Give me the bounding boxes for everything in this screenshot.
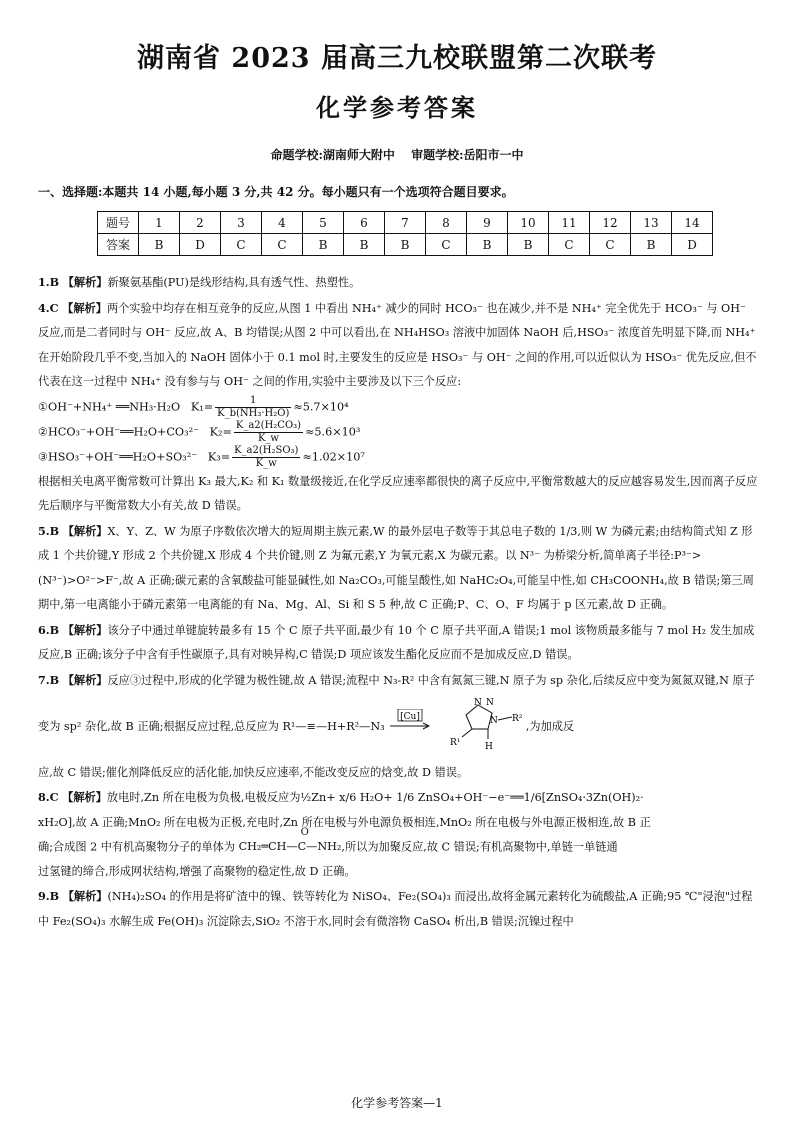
item-text: 反应③过程中,形成的化学键为极性键,故 A 错误;流程中 N₃-R² 中含有氮氮三键,N 原子为 sp 杂化,后续反应中变为氮氮双键,N 原子变为 sp² 杂化,故 B 正确;根据反应过程,总反应为 — [38, 673, 755, 733]
table-cell: C — [262, 234, 303, 256]
bond — [462, 729, 472, 737]
item-number: 9.B — [38, 889, 60, 904]
equation-2 — [38, 420, 760, 445]
atom-label: R² — [511, 714, 523, 724]
row-label-number: 题号 — [98, 212, 139, 234]
item-tag: 【解析】 — [62, 275, 108, 289]
item-number: 7.B — [38, 672, 60, 687]
table-cell: 2 — [180, 212, 221, 234]
item-text: 两个实验中均存在相互竞争的反应,从图 1 中看出 NH₄⁺ 减少的同时 HCO₃⁻ 也在减少,并不是 NH₄⁺ 完全优先于 HCO₃⁻ 与 OH⁻ 反应,而是二者同时与 OH⁻ 反应,故 A、B 均错误;从图 2 中可以看出,在 NH₄HSO₃ 溶液中加固体 NaOH 后,HSO₃⁻ 浓度首先明显下降,而 NH₄⁺ 在开始阶段几乎不变,当加入的 NaOH 固体小于 0.1 mol 时,主要发生的反应是 HSO₃⁻ 与 OH⁻ 之间的作用,可以近似认为 HSO₃⁻ 优先反应,但不代表在这一过程中 NH₄⁺ 没有参与与 OH⁻ 之间的作用,实验中主要涉及以下三个反应: — [38, 301, 757, 388]
proposer-school: 命题学校:湖南师大附中 — [270, 148, 395, 162]
item-q6 — [38, 618, 760, 668]
item-q8-line2: xH₂O],故 A 正确;MnO₂ 所在电极为正极,充电时,Zn 所在电极与外电源负极相连,MnO₂ 所在电极与外电源正极相连,故 B 正 — [38, 815, 651, 829]
item-number: 1.B — [38, 275, 60, 289]
fraction — [234, 420, 303, 445]
table-cell: C — [426, 234, 467, 256]
table-cell: C — [549, 234, 590, 256]
atom-label: R¹ — [449, 738, 461, 748]
numerator: 1 — [215, 395, 291, 408]
bond — [498, 717, 512, 720]
ring-bonds — [466, 705, 492, 729]
table-cell: 5 — [303, 212, 344, 234]
equation-1 — [38, 395, 760, 420]
item-q1 — [38, 270, 760, 296]
answer-table — [97, 211, 713, 256]
page-title: 湖南省 2023 届高三九校联盟第二次联考 — [137, 43, 657, 74]
table-cell: B — [139, 234, 180, 256]
table-cell: 1 — [139, 212, 180, 234]
table-cell: B — [385, 234, 426, 256]
denominator: K_b(NH₃·H₂O) — [217, 407, 290, 419]
item-q8-line4: 过氢键的缔合,形成网状结构,增强了高聚物的稳定性,故 D 正确。 — [38, 864, 356, 878]
carbonyl-oxygen: O — [300, 827, 309, 838]
item-text: X、Y、Z、W 为原子序数依次增大的短周期主族元素,W 的最外层电子数等于其总电子数的 1/3,则 W 为磷元素;由结构简式知 Z 形成 1 个共价键,Y 形成 2 个共价键,X 形成 4 个共价键,则 Z 为氟元素,Y 为氧元素,X 为碳元素。以 N³⁻ 为桥梁分析,简单离子半径:P³⁻>(N³⁻)>O²⁻>F⁻,故 A 正确;碳元素的含氧酸盐可能显碱性,如 Na₂CO₃,可能呈酸性,如 NaHC₂O₄,可能呈中性,如 CH₃COONH₄,故 B 错误;第三周期中,第一电离能小于磷元素第一电离能的有 Na、Mg、Al、Si 和 S 5 种,故 C 正确;P、C、O、F 均属于 p 区元素,故 D 正确。 — [38, 524, 754, 611]
table-cell: D — [672, 234, 713, 256]
item-text: 放电时,Zn 所在电极为负极,电极反应为 — [106, 791, 301, 804]
table-cell: 11 — [549, 212, 590, 234]
item-number: 6.B — [38, 622, 60, 637]
triazole-ring-icon — [436, 693, 526, 751]
item-text: 该分子中通过单键旋转最多有 15 个 C 原子共平面,最少有 10 个 C 原子共平面,A 错误;1 mol 该物质最多能与 7 mol H₂ 发生加成反应,B 正确;该分子中含有手性碳原子,具有对映异构,C 错误;D 项应该发生酯化反应而不是加成反应,D 错误。 — [38, 623, 755, 661]
item-tag: 【解析】 — [62, 622, 108, 637]
item-number: 4.C — [38, 300, 59, 315]
fraction — [215, 395, 291, 420]
table-cell: 8 — [426, 212, 467, 234]
electrode-equation: ½Zn+ x/6 H₂O+ 1/6 ZnSO₄+OH⁻−e⁻══1/6[ZnSO₄·3Zn(OH)₂· — [300, 791, 644, 804]
item-number: 8.C — [38, 790, 59, 804]
atom-label: N — [473, 698, 482, 708]
item-number: 5.B — [38, 523, 60, 538]
page-footer: 化学参考答案—1 — [351, 1096, 443, 1110]
school-credits — [0, 146, 794, 163]
item-q7 — [38, 668, 760, 761]
reaction-arrow — [388, 709, 432, 745]
answer-table-row-answers — [98, 234, 713, 256]
table-cell: 13 — [631, 212, 672, 234]
equation-k: K₂= — [209, 425, 232, 438]
answer-table-row-numbers — [98, 212, 713, 234]
reviewer-school: 审题学校:岳阳市一中 — [411, 148, 524, 162]
monomer-formula: CH₂═CH—C—NH₂ — [238, 840, 342, 853]
item-tag: 【解析】 — [62, 790, 107, 804]
table-cell: B — [467, 234, 508, 256]
denominator: K_w — [255, 457, 277, 469]
table-cell: 4 — [262, 212, 303, 234]
equation-3 — [38, 445, 760, 470]
equation-left: ②HCO₃⁻+OH⁻══H₂O+CO₃²⁻ — [38, 425, 199, 438]
atom-label: N — [485, 698, 494, 708]
row-label-answer: 答案 — [98, 234, 139, 256]
equation-k: K₃= — [207, 450, 231, 463]
reaction-after: ,为加成反 — [525, 719, 575, 733]
item-text: (NH₄)₂SO₄ 的作用是将矿渣中的镍、铁等转化为 NiSO₄、Fe₂(SO₄)₃ 而浸出,故将金属元素转化为硫酸盐,A 正确;95 ℃"浸泡"过程中 Fe₂(SO₄)₃ 水解生成 Fe(OH)₃ 沉淀除去,SiO₂ 不溶于水,同时会有微溶物 CaSO₄ 析出,B 错误;沉镍过程中 — [38, 890, 753, 928]
equation-value: ≈1.02×10⁷ — [302, 450, 365, 463]
item-tag: 【解析】 — [62, 889, 108, 904]
explanations — [38, 270, 760, 934]
table-cell: 14 — [672, 212, 713, 234]
numerator: K_a2(H₂CO₃) — [235, 419, 302, 431]
fraction — [232, 445, 300, 470]
item-q7-continued: 应,故 C 错误;催化剂降低反应的活化能,加快反应速率,不能改变反应的焓变,故 D 错误。 — [38, 765, 469, 779]
table-cell: B — [508, 234, 549, 256]
numerator: K_a2(H₂SO₃) — [234, 444, 299, 456]
monomer-structure — [238, 827, 342, 860]
item-q8 — [38, 785, 760, 811]
table-cell: B — [303, 234, 344, 256]
equation-value: ≈5.6×10³ — [305, 425, 361, 438]
item-q4 — [38, 296, 760, 395]
table-cell: B — [631, 234, 672, 256]
equation-left: ①OH⁻+NH₄⁺ ══NH₃·H₂O — [38, 400, 181, 413]
table-cell: 10 — [508, 212, 549, 234]
section-heading: 一、选择题:本题共 14 小题,每小题 3 分,共 42 分。每小题只有一个选项符合题目要求。 — [38, 185, 514, 199]
table-cell: D — [180, 234, 221, 256]
item-q9 — [38, 884, 760, 934]
arrow-icon — [388, 709, 432, 735]
item-text: ,所以为加聚反应,故 C 错误;有机高聚物中,单链一单链通 — [341, 840, 618, 854]
atom-label: N — [489, 716, 498, 726]
table-cell: C — [221, 234, 262, 256]
table-cell: 6 — [344, 212, 385, 234]
table-cell: 9 — [467, 212, 508, 234]
catalyst-label: [Cu] — [400, 712, 421, 722]
item-q8-line3 — [38, 827, 760, 860]
item-text: 确;合成图 2 中有机高聚物分子的单体为 — [38, 840, 239, 854]
page-subtitle: 化学参考答案 — [316, 93, 478, 122]
triazole-structure — [436, 693, 526, 761]
equation-left: ③HSO₃⁻+OH⁻══H₂O+SO₃²⁻ — [38, 450, 198, 463]
item-text: 新聚氨基酯(PU)是线形结构,具有透气性、热塑性。 — [107, 276, 361, 289]
denominator: K_w — [257, 432, 279, 444]
item-tag: 【解析】 — [62, 672, 108, 687]
atom-label: H — [484, 742, 493, 751]
table-cell: 7 — [385, 212, 426, 234]
table-cell: 3 — [221, 212, 262, 234]
item-tag: 【解析】 — [62, 523, 108, 538]
table-cell: 12 — [590, 212, 631, 234]
equation-value: ≈5.7×10⁴ — [293, 400, 349, 413]
item-tag: 【解析】 — [62, 300, 107, 315]
table-cell: C — [590, 234, 631, 256]
equation-k: K₁= — [190, 400, 214, 413]
table-cell: B — [344, 234, 385, 256]
reaction-reactant: R¹—≡—H+R²—N₃ — [282, 719, 385, 733]
item-q5 — [38, 519, 760, 618]
item-q4-conclusion: 根据相关电离平衡常数可计算出 K₃ 最大,K₂ 和 K₁ 数量级接近,在化学反应速率都很快的离子反应中,平衡常数越大的反应越容易发生,因而离子反应先后顺序与平衡常数大小有关,故 D 错误。 — [38, 474, 758, 512]
